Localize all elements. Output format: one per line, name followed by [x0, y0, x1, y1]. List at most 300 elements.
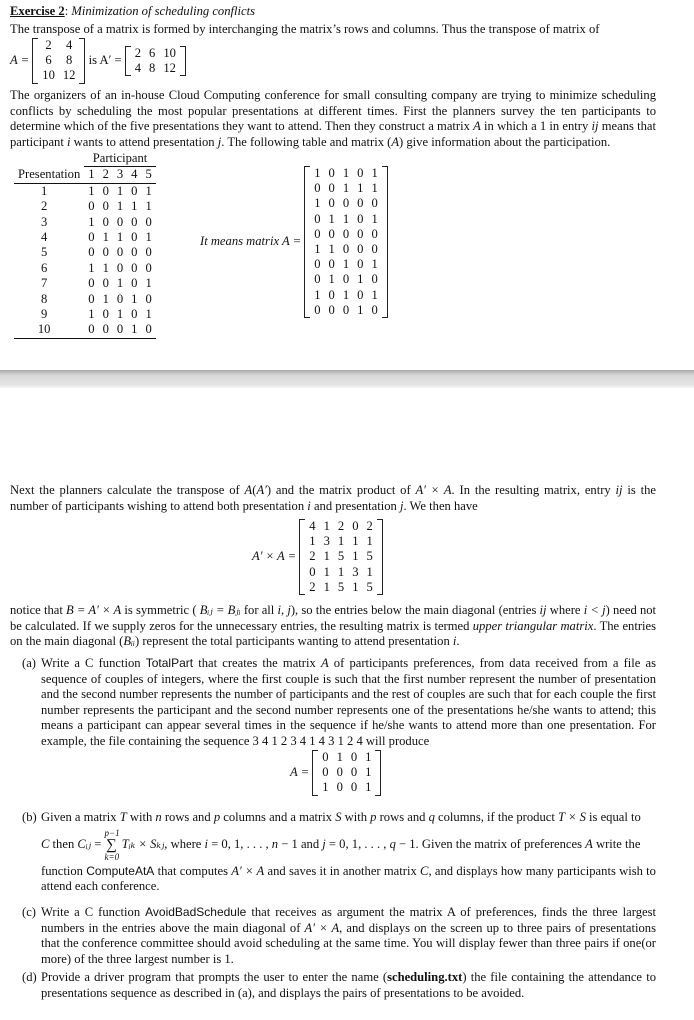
table-cell: 1 — [88, 260, 95, 275]
text-math: T × S — [558, 810, 586, 824]
text-math: B = A′ × A — [66, 603, 122, 617]
table-row — [14, 276, 156, 291]
table-cell: 1 — [88, 183, 95, 198]
matrix-cell: 8 — [66, 53, 73, 68]
table-cell: 1 — [88, 214, 95, 229]
text-run: rows and — [376, 810, 429, 824]
text-math: A — [391, 134, 400, 149]
text-math: A′ × A — [231, 863, 265, 878]
text-run: that computes — [154, 863, 232, 878]
text-math: i — [307, 498, 311, 513]
matrix-row — [310, 272, 381, 287]
matrix-row — [38, 53, 79, 68]
text-run: and saves it in another matrix — [264, 863, 421, 878]
ata-label: A′ × A = — [252, 549, 297, 564]
text-bold: scheduling.txt — [387, 970, 463, 984]
matrix-row — [305, 565, 376, 580]
matrix-cell: 4 — [134, 60, 142, 75]
item-a-label: (a) — [22, 656, 36, 670]
matrix-cell: 0 — [342, 242, 350, 257]
matrix-cell: 0 — [336, 780, 343, 795]
table-cell: 0 — [131, 183, 138, 198]
matrix-cell: 5 — [337, 579, 345, 594]
matrix-cell: 1 — [371, 287, 378, 302]
matrix-cell: 3 — [352, 564, 359, 579]
matrix-cell: 0 — [371, 302, 378, 317]
matrix-cell: 1 — [352, 579, 359, 594]
matrix-cell: 1 — [352, 549, 359, 564]
text-run: ), so the entries below the main diagonal (entries — [290, 603, 540, 617]
table-cell: 0 — [131, 307, 138, 322]
item-d-text — [22, 970, 656, 1001]
table-row — [14, 183, 156, 199]
matrix-cell: 1 — [342, 181, 350, 196]
matrix-cell: 2 — [134, 45, 142, 60]
matrix-cell: 2 — [45, 38, 52, 52]
matrix-cell: 0 — [314, 272, 321, 287]
text-run: and presentation — [310, 498, 400, 513]
matrix-row — [131, 61, 180, 76]
matrix-cell: 1 — [366, 534, 373, 549]
text-math: Cᵢⱼ — [77, 836, 92, 851]
text-run: = 0, 1, . . . , — [208, 836, 272, 851]
text-math: A′ — [256, 483, 267, 497]
presentation-number: 10 — [37, 322, 51, 337]
matrix-row — [305, 519, 376, 534]
matrix-grid — [131, 46, 180, 76]
participant-column-header: 2 — [102, 167, 109, 182]
matrix-cell: 2 — [366, 519, 373, 533]
matrix-cell: 1 — [357, 181, 364, 196]
table-cell: 1 — [116, 307, 124, 322]
text-math: A′ × A — [304, 920, 340, 935]
matrix-grid — [305, 519, 376, 595]
matrix-row — [318, 780, 375, 795]
matrix-row — [318, 765, 375, 780]
matrix-cell: 1 — [352, 534, 359, 549]
text-run: is symmetric ( — [121, 603, 200, 617]
matrix-cell: 0 — [322, 765, 329, 780]
matrix-cell: 0 — [328, 196, 335, 211]
example-result-label: A = — [290, 765, 310, 779]
table-cell: 0 — [102, 276, 109, 291]
matrix-cell: 0 — [328, 181, 335, 196]
matrix-cell: 0 — [357, 166, 364, 180]
text-run: that creates the matrix — [193, 656, 321, 670]
matrix-grid — [38, 38, 79, 84]
participant-column-header: 5 — [145, 167, 152, 182]
text-math: ij — [539, 603, 547, 617]
text-run: rows and — [161, 810, 214, 824]
matrix-cell: 0 — [328, 257, 335, 272]
text-run: = 0, 1, . . . , — [325, 836, 390, 851]
item-b-label: (b) — [22, 810, 37, 824]
table-row — [14, 307, 156, 322]
table-cell: 1 — [145, 183, 152, 198]
text-math: q — [389, 836, 396, 851]
item-d-label: (d) — [22, 970, 37, 984]
matrix-cell: 0 — [328, 166, 335, 180]
table-row — [14, 322, 156, 338]
matrix-cell: 0 — [314, 211, 321, 226]
text-run: with — [126, 810, 156, 824]
table-cell: 1 — [145, 307, 152, 322]
participant-column-header: 1 — [88, 167, 95, 182]
transpose-example — [10, 38, 186, 84]
participant-column-header: 4 — [131, 167, 138, 182]
matrix-a-label: It means matrix A = — [200, 234, 302, 249]
matrix-row — [310, 212, 381, 227]
item-c-text — [22, 905, 656, 967]
text-math: S — [335, 810, 342, 824]
matrix-cell: 0 — [357, 257, 364, 272]
matrix-cell: 6 — [45, 53, 52, 68]
table-cell: 0 — [131, 230, 138, 245]
item-c — [22, 905, 656, 967]
text-code: TotalPart — [145, 656, 194, 670]
text-run: . — [456, 634, 460, 649]
matrix-cell: 0 — [336, 765, 343, 780]
matrix-cell: 0 — [328, 302, 335, 317]
matrix-cell: 1 — [314, 242, 321, 257]
presentation-number: 2 — [40, 199, 48, 214]
matrix-grid — [318, 750, 375, 796]
matrix-cell: 0 — [328, 226, 335, 241]
matrix-row — [310, 242, 381, 257]
table-cell: 0 — [116, 245, 124, 260]
table-cell: 0 — [88, 230, 95, 245]
table-cell: 0 — [131, 260, 138, 275]
matrix-cell: 1 — [342, 257, 350, 272]
table-row — [14, 245, 156, 260]
table-cell: 0 — [116, 214, 124, 229]
text-math: C — [41, 836, 50, 851]
text-run: notice that — [10, 603, 67, 617]
table-cell: 0 — [131, 276, 138, 291]
text-math: j — [217, 134, 222, 149]
text-math: A — [585, 836, 593, 851]
matrix-cell: 1 — [328, 272, 335, 287]
matrix-cell: 1 — [357, 272, 364, 287]
text-run: write the — [592, 836, 641, 851]
ata-block — [252, 519, 383, 595]
table-cell: 1 — [131, 199, 138, 214]
matrix-cell: 1 — [337, 534, 345, 549]
matrix-cell: 0 — [350, 780, 358, 795]
table-row — [14, 215, 156, 230]
item-c-label: (c) — [22, 905, 36, 919]
matrix-cell: 1 — [314, 166, 321, 180]
matrix-cell: 8 — [149, 60, 156, 75]
table-row — [14, 261, 156, 276]
sum-upper: p−1 — [104, 827, 120, 838]
text-math: upper triangular matrix — [472, 618, 594, 633]
text-run: . The following table and matrix ( — [221, 134, 392, 149]
page-separator — [0, 370, 694, 388]
matrix-cell: 1 — [365, 750, 372, 764]
matrix-cell: 4 — [66, 38, 73, 52]
text-math: C — [420, 863, 429, 878]
notice-paragraph — [10, 603, 656, 650]
text-run: Next the planners calculate the transpose of — [10, 483, 245, 497]
text-math: i — [452, 634, 457, 649]
text-math: A — [320, 656, 329, 670]
matrix-row — [305, 549, 376, 564]
table-cell: 1 — [102, 291, 109, 306]
matrix-cell: 1 — [365, 765, 372, 780]
sigma: ∑ — [106, 836, 117, 853]
sum-symbol — [105, 828, 119, 862]
table-row — [14, 230, 156, 245]
matrix-cell: 0 — [342, 302, 350, 317]
matrix-row — [131, 46, 180, 61]
exercise-label: Exercise 2 — [10, 4, 65, 18]
matrix-cell: 0 — [357, 196, 364, 211]
text-run: is equal to — [585, 810, 641, 824]
example-matrix-a — [32, 38, 85, 84]
text-run: Given a matrix — [41, 810, 120, 824]
text-run: columns and a matrix — [220, 810, 336, 824]
exercise-title — [10, 4, 255, 20]
table-cell: 1 — [116, 183, 124, 198]
text-run: . In the resulting matrix, entry — [451, 483, 616, 497]
text-math: p — [213, 810, 221, 824]
matrix-cell: 1 — [371, 166, 378, 180]
matrix-row — [310, 196, 381, 211]
text-math: T — [119, 810, 127, 824]
table-cell: 1 — [131, 322, 138, 337]
text-run: , where — [164, 836, 205, 851]
text-run: columns, if the product — [434, 810, 559, 824]
intro-text: The transpose of a matrix is formed by interchanging the matrix’s rows and columns. Thus the transpose of matrix of — [10, 22, 600, 36]
text-run: ) give information about the participation. — [399, 134, 611, 149]
item-b-formula — [41, 828, 656, 862]
table-cell: 0 — [88, 322, 95, 337]
matrix-cell: 10 — [42, 68, 55, 83]
text-math: i — [67, 134, 71, 149]
matrix-cell: 12 — [62, 68, 76, 83]
presentation-number: 1 — [40, 183, 48, 198]
table-row — [14, 199, 156, 214]
item-b-line3 — [41, 864, 656, 895]
text-run: The organizers of an in-house Cloud Computing conference for small consulting company are trying to minimize scheduling conflicts by scheduling the most popular presentations at different times. First the planners survey the ten participants to determine which of the five presentations they want to attend. Then they construct a matrix — [10, 88, 656, 134]
matrix-cell: 1 — [314, 196, 321, 211]
matrix-cell: 0 — [342, 196, 350, 211]
sum-lower: k=0 — [104, 851, 120, 862]
matrix-a — [304, 166, 387, 318]
matrix-cell: 6 — [149, 45, 156, 60]
text-math: i < j — [583, 603, 606, 617]
matrix-cell: 0 — [342, 272, 350, 287]
text-code: ComputeAtA — [86, 863, 155, 878]
text-run: where — [546, 603, 584, 617]
matrix-row — [310, 303, 381, 318]
item-a-text — [22, 656, 656, 750]
table-cell: 1 — [131, 291, 138, 306]
table-cell: 1 — [116, 230, 124, 245]
matrix-cell: 0 — [350, 750, 358, 764]
table-cell: 0 — [145, 291, 152, 306]
matrix-cell: 2 — [309, 579, 316, 594]
matrix-cell: 1 — [371, 211, 378, 226]
table-cell: 0 — [102, 214, 109, 229]
text-run: ) and the matrix product of — [266, 483, 416, 497]
a-label: A = — [10, 53, 30, 67]
matrix-cell: 0 — [314, 257, 321, 272]
matrix-cell: 0 — [322, 750, 329, 764]
matrix-cell: 0 — [357, 226, 364, 241]
matrix-row — [310, 288, 381, 303]
at-label: is A′ = — [88, 53, 122, 67]
matrix-row — [38, 68, 79, 83]
text-run: that receives as argument the matrix A of preferences, finds the three largest numbers in the entries above the main diagonal of — [41, 905, 656, 935]
table-cell: 0 — [88, 276, 95, 291]
right-bracket — [382, 166, 388, 318]
table-cell: 0 — [145, 245, 152, 260]
table-cell: 1 — [145, 230, 152, 245]
table-cell: 0 — [88, 291, 95, 306]
text-run: in which a 1 in entry — [480, 119, 592, 134]
table-cell: 0 — [145, 322, 152, 337]
right-bracket — [377, 519, 383, 595]
item-a — [22, 656, 656, 750]
matrix-cell: 1 — [366, 564, 373, 579]
example-result — [290, 750, 381, 796]
formula-rhs — [122, 836, 641, 850]
table-cell: 0 — [131, 214, 138, 229]
matrix-cell: 5 — [366, 549, 373, 564]
matrix-cell: 1 — [322, 780, 329, 795]
table-cell: 0 — [116, 291, 124, 306]
presentation-number: 5 — [40, 245, 48, 260]
matrix-cell: 1 — [309, 534, 316, 549]
text-math: Tᵢₖ × Sₖⱼ — [121, 836, 165, 851]
table-cell: 0 — [102, 183, 109, 198]
text-run: Write a C function — [41, 905, 146, 919]
table-cell: 0 — [116, 260, 124, 275]
table-cell: 0 — [102, 307, 109, 322]
text-math: A′ × A — [415, 483, 452, 497]
text-math: q — [428, 810, 435, 824]
matrix-cell: 1 — [323, 549, 330, 564]
text-math: Bᵢⱼ = Bⱼᵢ — [199, 603, 241, 617]
text-run: . We then have — [403, 498, 478, 513]
matrix-row — [310, 257, 381, 272]
matrix-cell: 3 — [323, 534, 330, 549]
table-cell: 1 — [145, 276, 152, 291]
matrix-cell: 5 — [337, 549, 345, 564]
text-math: j — [322, 836, 326, 851]
matrix-cell: 0 — [314, 302, 321, 317]
matrix-cell: 0 — [350, 765, 358, 780]
matrix-cell: 0 — [314, 226, 321, 241]
text-math: A — [473, 119, 481, 134]
ata-matrix — [299, 519, 382, 595]
table-cell: 0 — [88, 199, 95, 214]
text-math: Bᵢᵢ — [123, 634, 136, 649]
text-math: p — [370, 810, 377, 824]
table-cell: 0 — [102, 199, 109, 214]
matrix-cell: 0 — [342, 226, 350, 241]
matrix-cell: 2 — [337, 519, 345, 533]
presentation-number: 8 — [40, 291, 48, 306]
text-run: ) represent the total participants wanting to attend presentation — [135, 634, 453, 649]
text-math: n — [155, 810, 162, 824]
item-d — [22, 970, 656, 1001]
table-cell: 0 — [145, 260, 152, 275]
matrix-cell: 0 — [371, 272, 378, 287]
text-code: AvoidBadSchedule — [145, 905, 247, 919]
example-matrix-at — [125, 46, 186, 76]
matrix-cell: 0 — [357, 211, 364, 226]
matrix-cell: 5 — [366, 579, 373, 594]
text-math: i — [204, 836, 209, 851]
text-math: i, j — [277, 603, 291, 617]
matrix-cell: 0 — [357, 242, 364, 257]
matrix-cell: 2 — [309, 549, 316, 564]
table-cell: 1 — [102, 230, 109, 245]
table-row — [14, 292, 156, 307]
table-cell: 0 — [116, 322, 124, 337]
matrix-cell: 0 — [328, 287, 335, 302]
formula-lhs — [41, 836, 105, 850]
text-run: means that participant — [10, 119, 656, 149]
text-math: A — [244, 483, 253, 497]
matrix-row — [310, 227, 381, 242]
text-run: function — [41, 863, 87, 878]
text-run: ) need not be calculated. If we supply zeros for the unnecessary entries, the resulting matrix is termed — [10, 603, 657, 633]
presentation-number: 7 — [40, 276, 48, 291]
matrix-row — [305, 534, 376, 549]
table-cell: 0 — [102, 322, 109, 337]
matrix-cell: 1 — [323, 519, 330, 533]
right-bracket — [375, 750, 381, 796]
table-cell: 1 — [116, 199, 124, 214]
matrix-row — [305, 580, 376, 595]
participation-table-wrap — [14, 151, 156, 339]
table-cell: 1 — [116, 276, 124, 291]
participant-column-header: 3 — [116, 167, 124, 182]
presentation-number: 9 — [40, 307, 48, 322]
item-b-line1 — [41, 810, 656, 826]
matrix-cell: 1 — [371, 181, 378, 196]
matrix-row — [310, 166, 381, 181]
presentation-number: 3 — [40, 214, 48, 229]
matrix-cell: 0 — [371, 196, 378, 211]
matrix-row — [310, 181, 381, 196]
matrix-cell: 12 — [163, 60, 176, 75]
matrix-cell: 0 — [352, 519, 359, 533]
text-math: n — [271, 836, 279, 851]
text-math: ij — [615, 483, 623, 497]
matrix-cell: 1 — [328, 242, 335, 257]
exercise-subtitle: Minimization of scheduling conflicts — [71, 4, 255, 18]
text-run: , and displays on the screen up to three pairs of presentations that the conference committee should avoid scheduling at the same time. You will display fewer than three pairs if one(or more) of the three largest number is 1. — [41, 920, 656, 966]
text-run: with — [341, 810, 371, 824]
text-run: for all — [240, 603, 278, 617]
matrix-cell: 0 — [309, 564, 316, 579]
item-b — [22, 810, 656, 895]
matrix-cell: 0 — [371, 242, 378, 257]
matrix-cell: 1 — [337, 564, 345, 579]
matrix-cell: 0 — [314, 181, 321, 196]
right-bracket — [79, 38, 85, 84]
text-math: j — [399, 498, 404, 513]
text-run: wants to attend presentation — [70, 134, 218, 149]
matrix-cell: 1 — [371, 257, 378, 272]
matrix-cell: 1 — [365, 780, 372, 795]
matrix-cell: 1 — [342, 211, 350, 226]
